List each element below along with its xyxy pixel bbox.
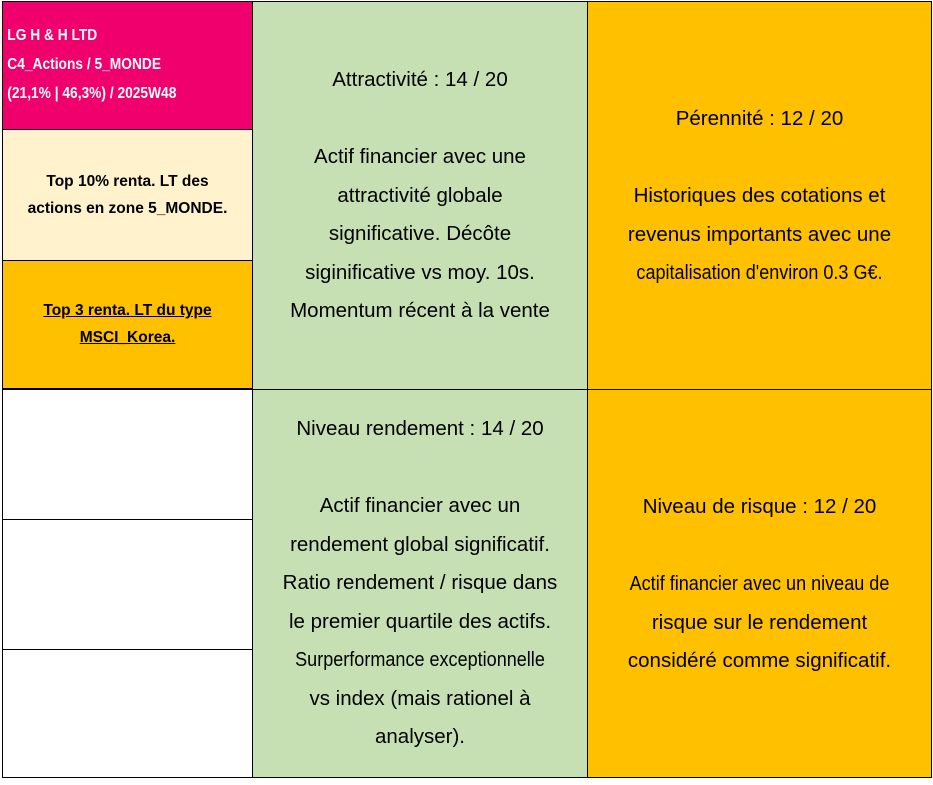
attractivite-line-5: Momentum récent à la vente	[290, 299, 550, 322]
attractivite-title: Attractivité : 14 / 20	[332, 68, 508, 91]
rendement-line-6: vs index (mais rationel à	[309, 686, 531, 710]
empty-cell-2	[2, 519, 253, 650]
risque-line-2: risque sur le rendement	[651, 610, 868, 634]
risque-line-1: Actif financier avec un niveau de	[629, 572, 890, 595]
attractivite-panel	[252, 1, 588, 390]
asset-header	[2, 1, 253, 130]
rendement-line-7: analyser).	[374, 725, 465, 748]
rendement-title: Niveau rendement : 14 / 20	[296, 417, 544, 440]
attractivite-line-3: significative. Décôte	[328, 222, 512, 245]
attractivite-line-1: Actif financier avec une	[314, 145, 526, 168]
zone-badge-line-2: actions en zone 5_MONDE.	[27, 200, 228, 217]
rendement-line-1: Actif financier avec un	[319, 494, 521, 517]
company-name: LG H & H LTD	[7, 27, 98, 44]
rendement-line-4: le premier quartile des actifs.	[288, 609, 552, 633]
perennite-line-1: Historiques des cotations et	[633, 184, 886, 207]
type-badge-line-1: Top 3 renta. LT du type	[43, 302, 212, 319]
attractivite-line-4: siginificative vs moy. 10s.	[305, 260, 535, 284]
zone-badge-line-1: Top 10% renta. LT des	[46, 173, 209, 190]
perennite-panel	[587, 1, 932, 390]
rendement-line-3: Ratio rendement / risque dans	[282, 571, 558, 594]
empty-cell-3	[2, 649, 253, 778]
perennite-line-2: revenus importants avec une	[627, 222, 892, 246]
risque-title: Niveau de risque : 12 / 20	[642, 495, 877, 518]
rendement-panel	[252, 389, 588, 778]
asset-category: C4_Actions / 5_MONDE	[7, 56, 161, 73]
attractivite-line-2: attractivité globale	[337, 183, 503, 207]
perennite-line-3: capitalisation d'environ 0.3 G€.	[636, 261, 883, 284]
type-badge-line-2: MSCI_Korea.	[79, 329, 176, 346]
empty-cell-1	[2, 389, 253, 520]
type-badge	[2, 260, 253, 389]
risque-panel	[587, 389, 932, 778]
rendement-line-5: Surperformance exceptionnelle	[295, 648, 545, 671]
rendement-line-2: rendement global significatif.	[290, 532, 550, 556]
risque-line-3: considéré comme significatif.	[627, 649, 892, 672]
perennite-title: Pérennité : 12 / 20	[675, 107, 844, 130]
asset-stats: (21,1% | 46,3%) / 2025W48	[7, 85, 177, 102]
zone-badge	[2, 129, 253, 261]
